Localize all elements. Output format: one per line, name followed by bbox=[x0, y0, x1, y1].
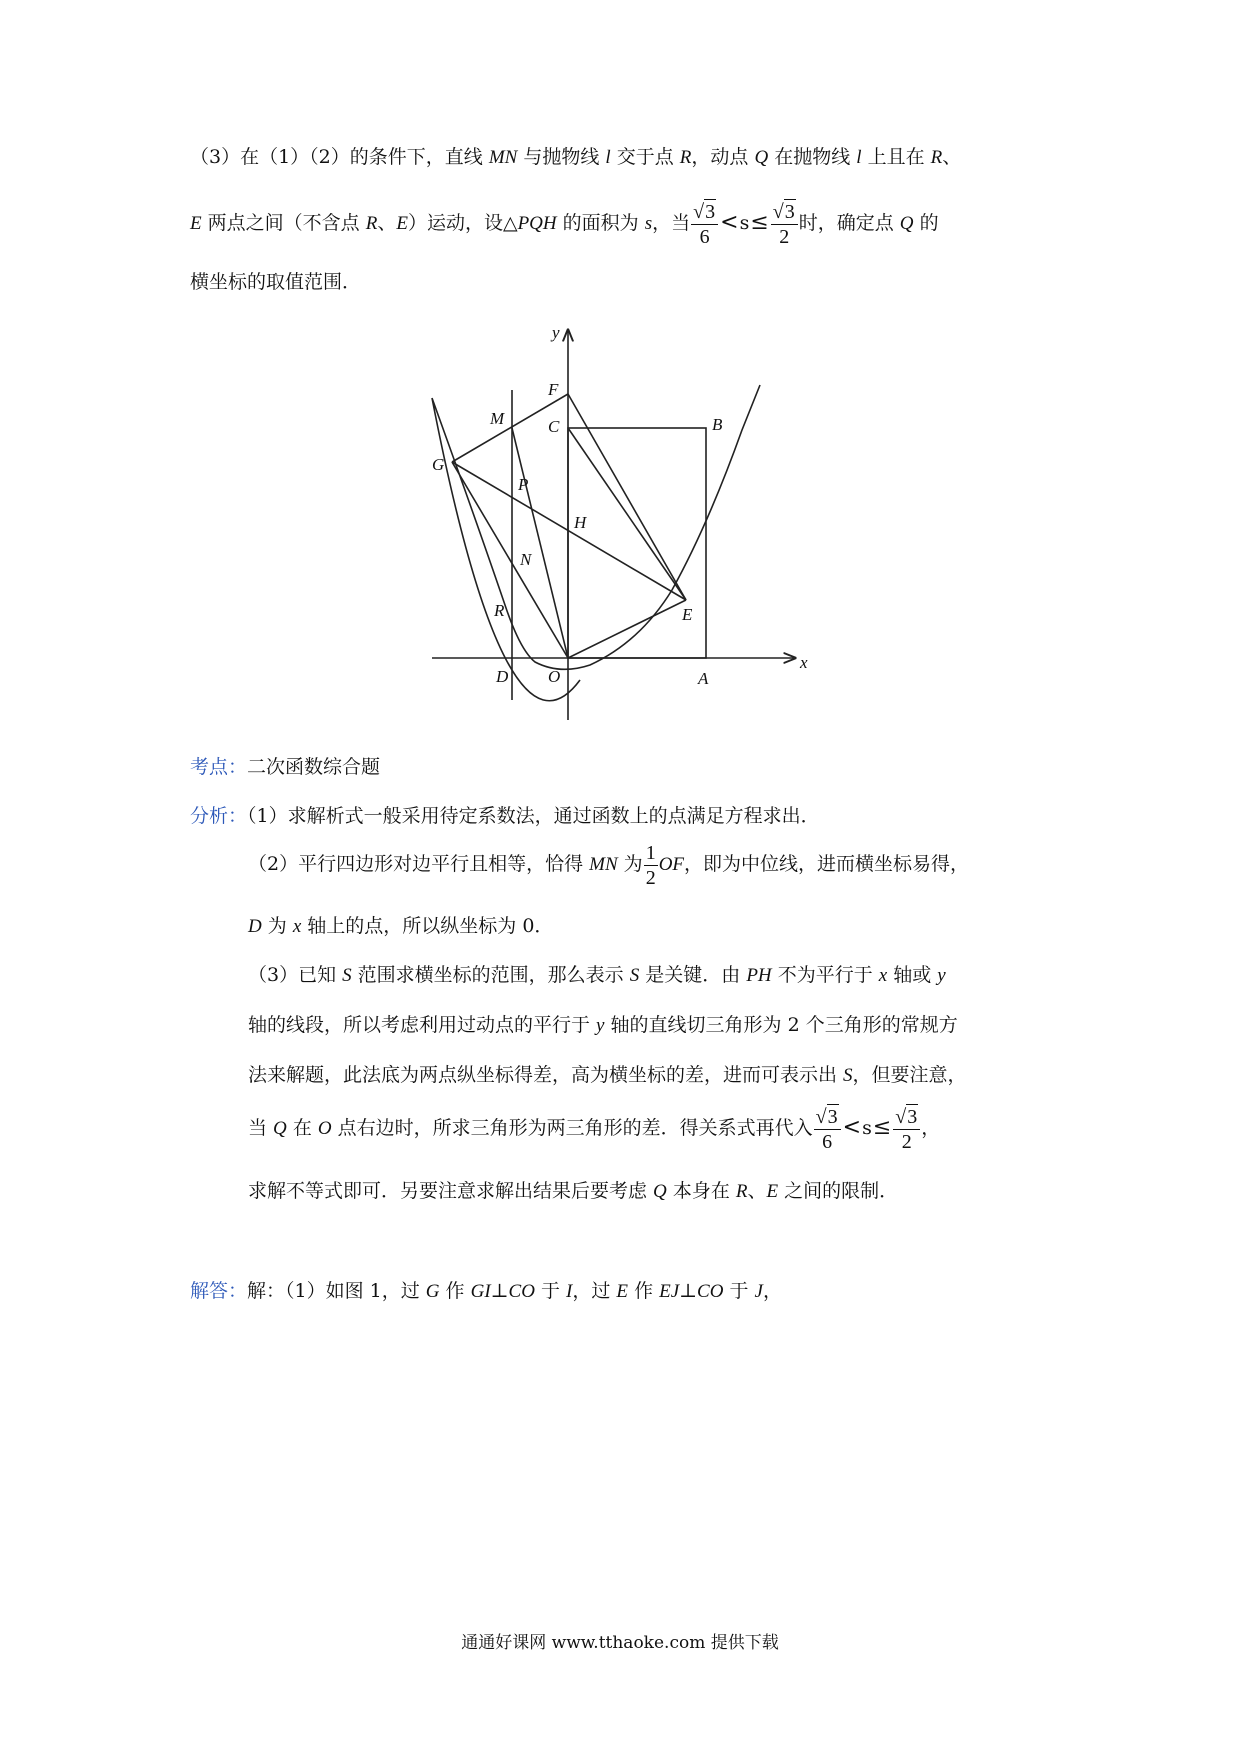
label-p: P bbox=[518, 475, 529, 494]
label-x: x bbox=[800, 653, 808, 672]
segment-fe bbox=[568, 394, 686, 600]
jieda-label: 解答： bbox=[190, 1280, 248, 1302]
segment-oe bbox=[568, 600, 686, 658]
fenxi-line2: （2）平行四边形对边平行且相等，恰得 MN 为 $\frac{1}{2}$ OF，即为中位线，进而横坐标易得， bbox=[248, 841, 970, 889]
kaodian-line: 考点：二次函数综合题 bbox=[190, 756, 381, 778]
label-f: F bbox=[548, 380, 559, 399]
fraction-sqrt3-over-6-b: $\frac{√3}{6}$ bbox=[814, 1104, 841, 1154]
label-b: B bbox=[712, 415, 723, 434]
label-g: G bbox=[432, 455, 445, 474]
page-footer: 通通好课网 www.tthaoke.com 提供下载 bbox=[461, 1633, 779, 1653]
fenxi-line1: 分析：（1）求解析式一般采用待定系数法，通过函数上的点满足方程求出． bbox=[190, 805, 820, 827]
segment-ge bbox=[452, 462, 686, 600]
fenxi-line4: （3）已知 S 范围求横坐标的范围，那么表示 S 是关键．由 PH 不为平行于 x 轴或 y bbox=[248, 964, 946, 986]
label-h: H bbox=[574, 513, 587, 532]
kaodian-label: 考点： bbox=[190, 756, 248, 778]
fraction-one-half: $\frac{1}{2}$ bbox=[645, 841, 656, 889]
jieda-line: 解答：解：（1）如图 1，过 G 作 GI⊥CO 于 I，过 E 作 EJ⊥CO 于 J， bbox=[190, 1280, 782, 1302]
fenxi-line3: D 为 x 轴上的点，所以纵坐标为 0． bbox=[248, 915, 554, 937]
fenxi-line6: 法来解题，此法底为两点纵坐标得差，高为横坐标的差，进而可表示出 S，但要注意， bbox=[248, 1064, 967, 1086]
problem3-line2: E 两点之间（不含点 R、E）运动，设△PQH 的面积为 s，当 $\frac{√3}{6}$ <s≤ $\frac{√3}{2}$ 时，确定点 Q 的 bbox=[190, 201, 939, 248]
label-a: A bbox=[698, 669, 709, 688]
fenxi-line5: 轴的线段，所以考虑利用过动点的平行于 y 轴的直线切三角形为 2 个三角形的常规方 bbox=[248, 1014, 958, 1036]
fraction-sqrt3-over-2: $\frac{√3}{2}$ bbox=[771, 199, 798, 249]
geometry-figure bbox=[0, 0, 1240, 760]
problem3-line3: 横坐标的取值范围． bbox=[190, 271, 362, 293]
label-y: y bbox=[552, 323, 560, 342]
segment-mo bbox=[512, 428, 568, 658]
fenxi-line8: 求解不等式即可．另要注意求解出结果后要考虑 Q 本身在 R、E 之间的限制． bbox=[248, 1180, 899, 1202]
fraction-sqrt3-over-2-b: $\frac{√3}{2}$ bbox=[893, 1104, 920, 1154]
label-r: R bbox=[494, 601, 505, 620]
parabola bbox=[432, 385, 760, 701]
label-m: M bbox=[490, 409, 505, 428]
label-n: N bbox=[520, 550, 532, 569]
label-e: E bbox=[682, 605, 693, 624]
label-o: O bbox=[548, 667, 561, 686]
fenxi-line7: 当 Q 在 O 点右边时，所求三角形为两三角形的差．得关系式再代入 $\frac{√3}{6}$ <s≤ $\frac{√3}{2}$ ， bbox=[248, 1106, 941, 1153]
problem3-line1: （3）在（1）（2）的条件下，直线 MN 与抛物线 l 交于点 R，动点 Q 在抛物线 l 上且在 R、 bbox=[190, 146, 962, 168]
fraction-sqrt3-over-6: $\frac{√3}{6}$ bbox=[691, 199, 718, 249]
label-d: D bbox=[496, 667, 509, 686]
label-c: C bbox=[548, 417, 560, 436]
fenxi-label: 分析： bbox=[190, 805, 248, 827]
